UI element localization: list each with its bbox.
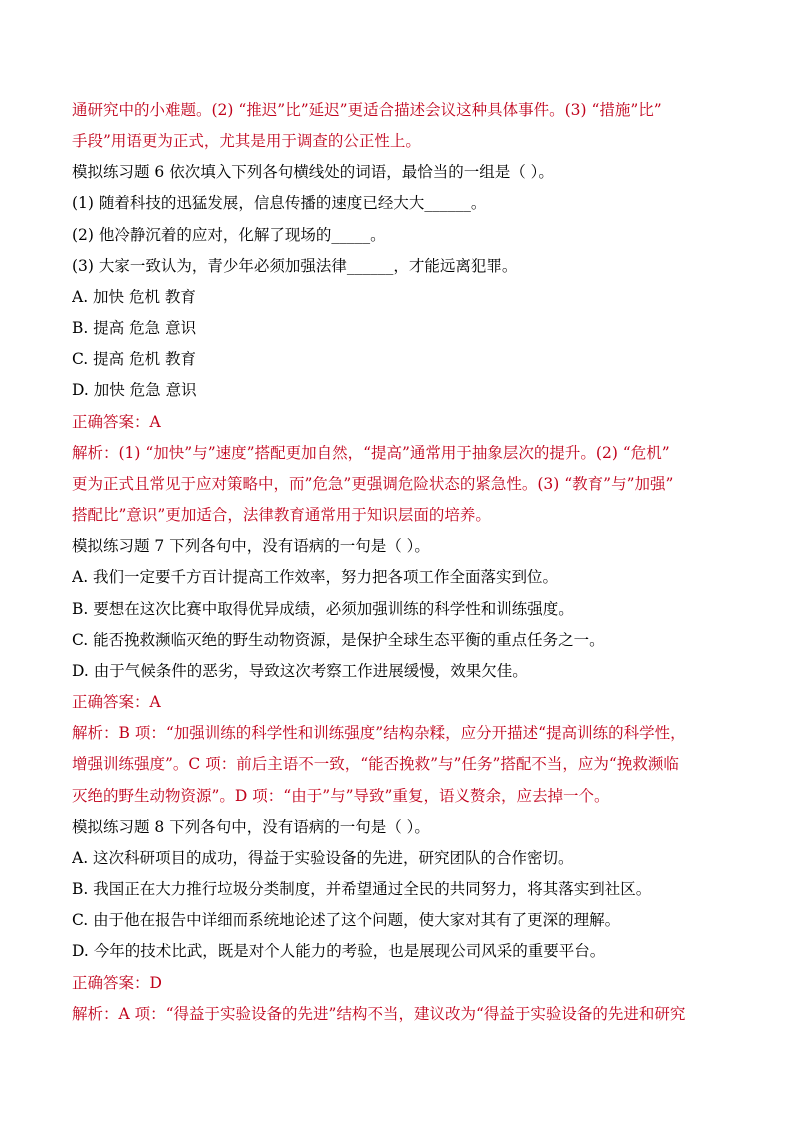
q7-option-a: A. 我们一定要千方百计提高工作效率，努力把各项工作全面落实到位。: [72, 568, 559, 586]
q7-option-c: C. 能否挽救濒临灭绝的野生动物资源，是保护全球生态平衡的重点任务之一。: [72, 631, 605, 649]
q7-option-b: B. 要想在这次比赛中取得优异成绩，必须加强训练的科学性和训练强度。: [72, 600, 574, 618]
q7-answer: 正确答案：A: [72, 693, 161, 711]
q8-option-c: C. 由于他在报告中详细而系统地论述了这个问题，使大家对其有了更深的理解。: [72, 911, 621, 929]
q6-option-d: D. 加快 危急 意识: [72, 381, 197, 399]
q7-analysis-line-2: 增强训练强度”。C 项：前后主语不一致，“能否挽救”与”任务”搭配不当，应为“挽救濒临: [72, 755, 679, 773]
q6-sentence-3: (3) 大家一致认为，青少年必须加强法律______，才能远离犯罪。: [72, 257, 518, 275]
q8-option-a: A. 这次科研项目的成功，得益于实验设备的先进，研究团队的合作密切。: [72, 849, 574, 867]
q6-analysis-line-2: 更为正式且常见于应对策略中，而”危急”更强调危险状态的紧急性。(3) “教育”与”加强”: [72, 475, 674, 493]
q7-option-d: D. 由于气候条件的恶劣，导致这次考察工作进展缓慢，效果欠佳。: [72, 662, 528, 680]
analysis-continuation-line-2: 手段”用语更为正式，尤其是用于调查的公正性上。: [72, 132, 421, 150]
q6-option-b: B. 提高 危急 意识: [72, 319, 197, 337]
q6-answer: 正确答案：A: [72, 413, 161, 431]
q8-answer: 正确答案：D: [72, 974, 162, 992]
q7-stem: 模拟练习题 7 下列各句中，没有语病的一句是（ ）。: [72, 537, 430, 555]
q8-option-b: B. 我国正在大力推行垃圾分类制度，并希望通过全民的共同努力，将其落实到社区。: [72, 880, 652, 898]
q7-analysis-line-3: 灭绝的野生动物资源”。D 项：“由于”与”导致”重复，语义赘余，应去掉一个。: [72, 787, 610, 805]
q6-analysis-line-1: 解析：(1) “加快”与”速度”搭配更加自然，“提高”通常用于抽象层次的提升。(2) “危机”: [72, 444, 670, 462]
analysis-continuation-line-1: 通研究中的小难题。(2) “推迟”比”延迟”更适合描述会议这种具体事件。(3) “措施”比”: [72, 101, 662, 119]
q6-stem: 模拟练习题 6 依次填入下列各句横线处的词语，最恰当的一组是（ ）。: [72, 163, 554, 181]
q8-analysis-line-1: 解析：A 项：“得益于实验设备的先进”结构不当，建议改为“得益于实验设备的先进和研究: [72, 1005, 686, 1023]
q6-sentence-2: (2) 他冷静沉着的应对，化解了现场的_____。: [72, 226, 386, 244]
q6-sentence-1: (1) 随着科技的迅猛发展，信息传播的速度已经大大______。: [72, 194, 487, 212]
q6-analysis-line-3: 搭配比”意识”更加适合，法律教育通常用于知识层面的培养。: [72, 506, 491, 524]
q8-option-d: D. 今年的技术比武，既是对个人能力的考验，也是展现公司风采的重要平台。: [72, 942, 606, 960]
q6-option-c: C. 提高 危机 教育: [72, 350, 197, 368]
q7-analysis-line-1: 解析：B 项：“加强训练的科学性和训练强度”结构杂糅，应分开描述“提高训练的科学性，: [72, 724, 686, 742]
q6-option-a: A. 加快 危机 教育: [72, 288, 196, 306]
q8-stem: 模拟练习题 8 下列各句中，没有语病的一句是（ ）。: [72, 818, 430, 836]
